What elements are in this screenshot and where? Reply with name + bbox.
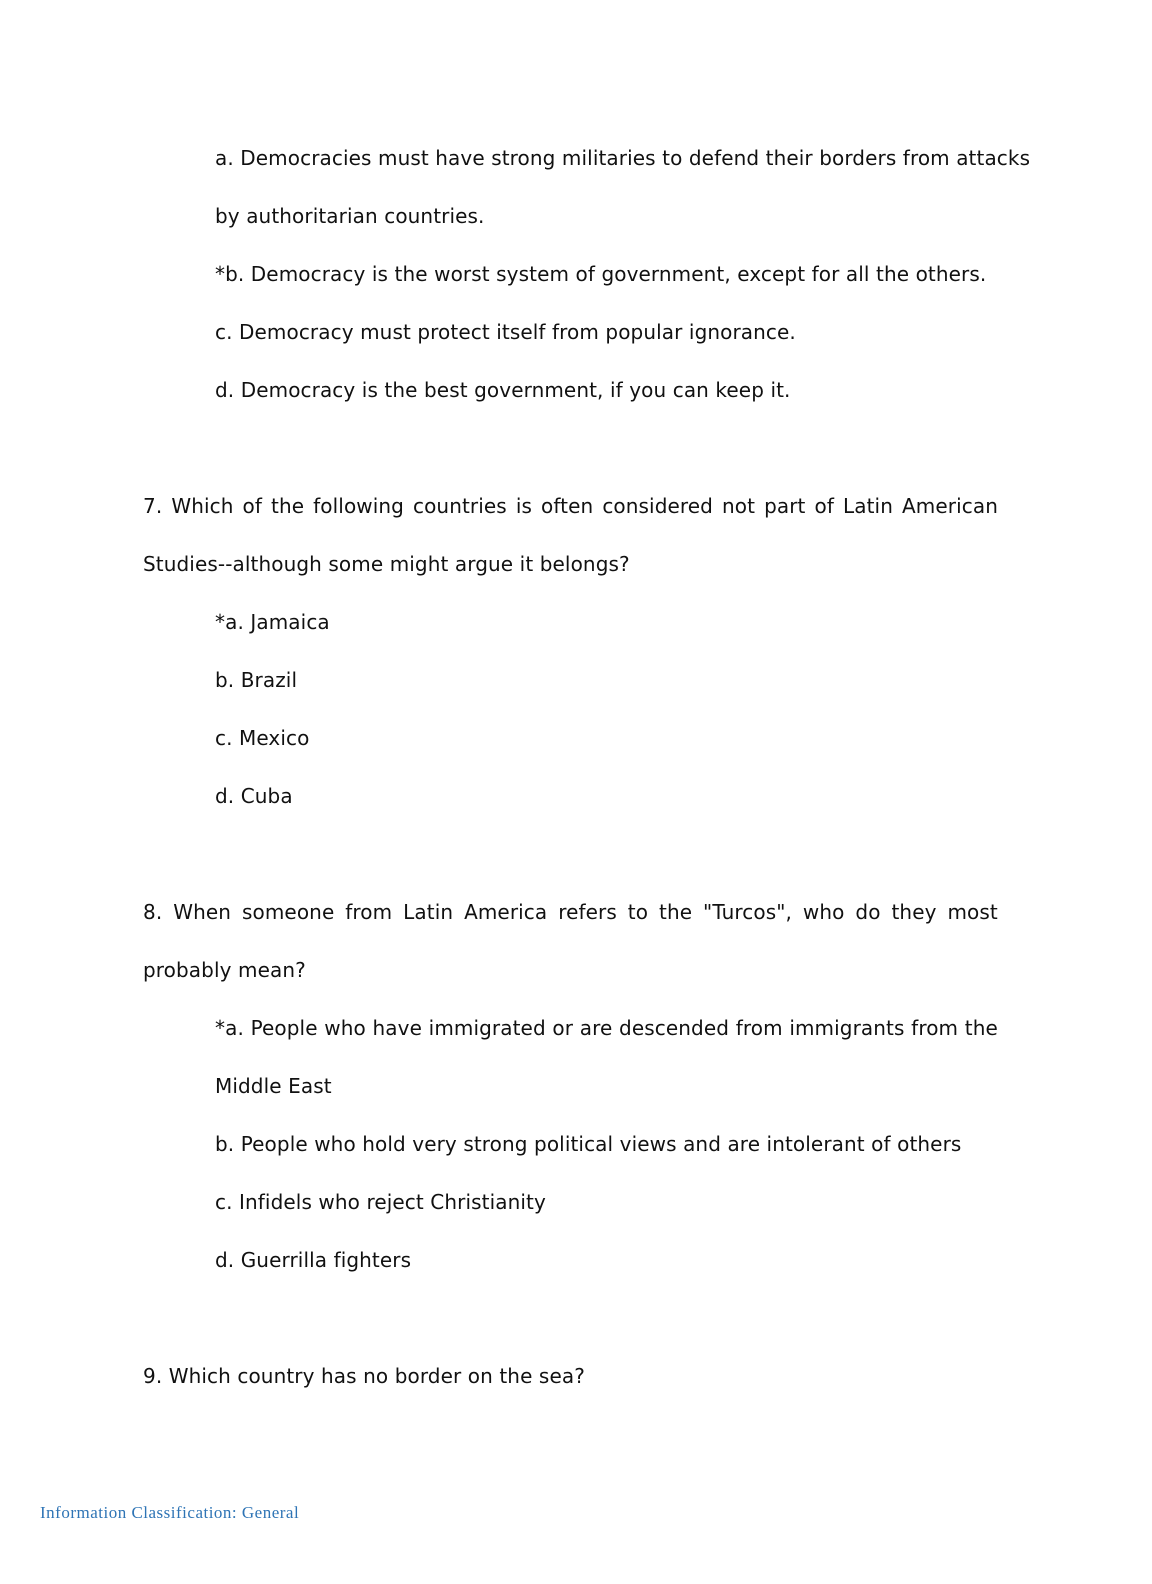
- q7-word: the: [271, 494, 305, 518]
- q7-question-line2: Studies--although some might argue it belongs?: [143, 552, 630, 576]
- q8-word: someone: [241, 900, 335, 924]
- q8-word: When: [173, 900, 232, 924]
- q8-word: from: [345, 900, 393, 924]
- q8-option-a-line1: [215, 1014, 998, 1042]
- q6-option-b: *b. Democracy is the worst system of government, except for all the others.: [215, 262, 987, 286]
- q8-question-line2: probably mean?: [143, 958, 306, 982]
- q8-word: to: [627, 900, 649, 924]
- q8-word: they: [891, 900, 937, 924]
- q8-question-line1: [143, 898, 998, 926]
- q7-word: part: [764, 494, 806, 518]
- q8-word: most: [947, 900, 998, 924]
- q7-option-b: b. Brazil: [215, 668, 298, 692]
- q7-word: often: [541, 494, 594, 518]
- q9-question-line1: 9. Which country has no border on the sea?: [143, 1364, 585, 1388]
- q8-option-a-word: have: [372, 1016, 422, 1040]
- q7-question-line1: [143, 492, 998, 520]
- q7-word: not: [722, 494, 756, 518]
- q6-option-d: d. Democracy is the best government, if you can keep it.: [215, 378, 791, 402]
- q8-word: the: [659, 900, 693, 924]
- q8-word: Latin: [403, 900, 454, 924]
- information-classification-label: Information Classification: General: [40, 1503, 300, 1522]
- q8-word: who: [802, 900, 845, 924]
- q8-word: 8.: [143, 900, 163, 924]
- q8-option-a-word: immigrated: [428, 1016, 546, 1040]
- q8-word: do: [855, 900, 881, 924]
- q8-option-b: b. People who hold very strong political views and are intolerant of others: [215, 1132, 962, 1156]
- q7-word: countries: [412, 494, 507, 518]
- q8-option-a-word: or: [552, 1016, 574, 1040]
- q8-option-a-line2: Middle East: [215, 1074, 332, 1098]
- q7-word: Latin: [843, 494, 893, 518]
- q7-word: considered: [602, 494, 713, 518]
- q8-option-a-word: are: [579, 1016, 613, 1040]
- q7-word: of: [814, 494, 834, 518]
- q7-option-c: c. Mexico: [215, 726, 310, 750]
- q8-option-a-word: who: [324, 1016, 366, 1040]
- q8-option-a-word: *a.: [215, 1016, 244, 1040]
- q8-option-a-word: immigrants: [789, 1016, 905, 1040]
- q6-option-a-line1: a. Democracies must have strong militaries to defend their borders from attacks: [215, 146, 1031, 170]
- q7-word: following: [313, 494, 404, 518]
- q6-option-a-line2: by authoritarian countries.: [215, 204, 485, 228]
- q8-option-d: d. Guerrilla fighters: [215, 1248, 412, 1272]
- q8-option-a-word: People: [250, 1016, 318, 1040]
- q8-option-a-word: from: [911, 1016, 959, 1040]
- q8-word: refers: [558, 900, 617, 924]
- q7-word: is: [515, 494, 533, 518]
- q6-option-c: c. Democracy must protect itself from popular ignorance.: [215, 320, 796, 344]
- q7-word: American: [902, 494, 998, 518]
- q8-word: America: [464, 900, 548, 924]
- q8-option-a-word: descended: [619, 1016, 730, 1040]
- q7-word: of: [242, 494, 262, 518]
- q7-word: 7.: [143, 494, 163, 518]
- q8-option-a-word: the: [964, 1016, 998, 1040]
- q8-word: "Turcos",: [703, 900, 792, 924]
- q8-option-a-word: from: [735, 1016, 783, 1040]
- q7-word: Which: [171, 494, 234, 518]
- q7-option-d: d. Cuba: [215, 784, 293, 808]
- q8-option-c: c. Infidels who reject Christianity: [215, 1190, 546, 1214]
- q7-option-a: *a. Jamaica: [215, 610, 330, 634]
